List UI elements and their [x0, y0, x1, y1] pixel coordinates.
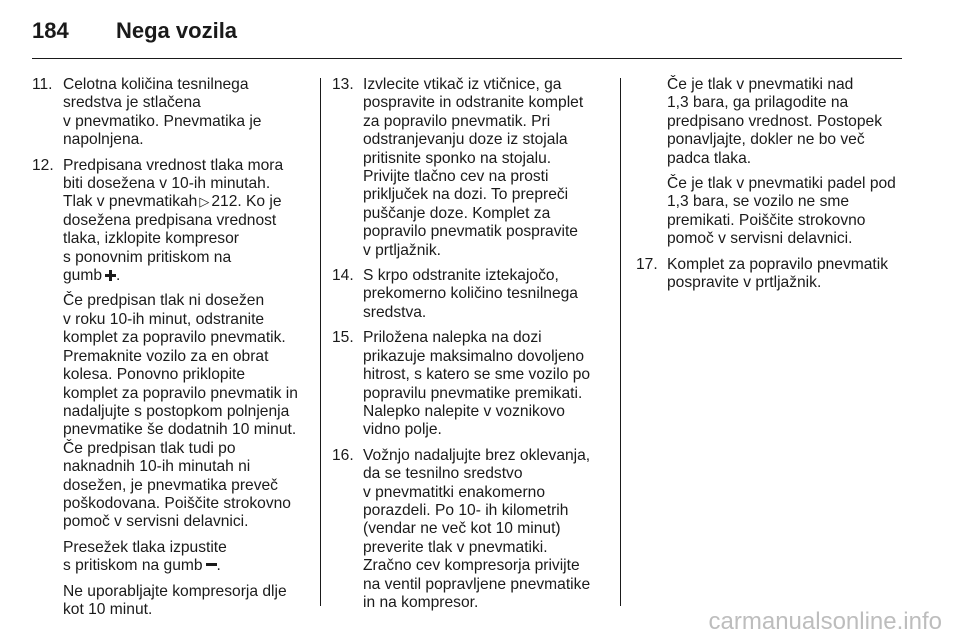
list-item-12 [32, 157, 308, 286]
text-line: 1,3 bara, se vozilo ne sme [667, 193, 850, 211]
paragraph [32, 292, 308, 531]
text-line: pospravite in odstranite komplet [363, 94, 584, 112]
text-line: pnevmatike še dodatnih 10 minut. [63, 421, 297, 439]
text-line: predpisano vrednost. Postopek [667, 112, 882, 130]
text-line: dosežen, je pnevmatika preveč [63, 476, 278, 494]
text-line: pritisnite sponko na stojalu. [363, 149, 552, 167]
text-line: Izvlecite vtikač iz vtičnice, ga [363, 76, 562, 93]
text-line: biti dosežena v 10-ih minutah. [63, 175, 271, 193]
text-line: Če predpisan tlak tudi po [63, 439, 236, 457]
list-item-16 [332, 447, 608, 613]
page-title: Nega vozila [116, 18, 238, 43]
text-line [63, 267, 308, 285]
text-fragment: s pritiskom na gumb [63, 557, 203, 575]
text-line: odstranjevanju doze iz stojala [363, 131, 568, 149]
page-reference-icon: ▷ [199, 194, 210, 210]
paragraph [636, 175, 912, 249]
text-line: preverite tlak v pnevmatiki. [363, 538, 548, 556]
paragraph [32, 539, 308, 576]
text-line: sredstva. [363, 303, 427, 321]
text-fragment: Tlak v pnevmatikah [63, 193, 198, 211]
item-number: 13. [332, 76, 354, 93]
text-line: poškodovana. Poiščite strokovno [63, 494, 291, 512]
text-line: 1,3 bara, ga prilagodite na [667, 94, 849, 112]
list-item-17 [636, 256, 912, 293]
text-line: da se tesnilno sredstvo [363, 465, 523, 483]
text-line: priključek na dozi. To prepreči [363, 186, 569, 204]
text-line: Če je tlak v pnevmatiki nad [667, 76, 854, 93]
item-number: 12. [32, 156, 54, 174]
text-line: komplet za popravilo pnevmatik. [63, 329, 286, 347]
text-line: kolesa. Ponovno priklopite [63, 366, 246, 384]
list-item-14 [332, 267, 608, 322]
text-line: hitrost, s katero se sme vozilo po [363, 366, 591, 384]
item-number: 16. [332, 446, 354, 464]
text-line: pomoč v servisni delavnici. [667, 230, 853, 248]
text-line: in na kompresor. [363, 593, 479, 611]
text-line: padca tlaka. [667, 149, 752, 167]
text-line: v pnevmatitki enakomerno [363, 483, 546, 501]
text-line: Nalepko nalepite v voznikovo [363, 402, 565, 420]
page-header [32, 16, 902, 59]
minus-icon [206, 563, 217, 566]
text-line: dosežena predpisana vrednost [63, 211, 277, 229]
text-line: kot 10 minut. [63, 600, 153, 618]
page-number: 184 [32, 18, 69, 43]
text-line: za popravilo pnevmatik. Pri [363, 112, 551, 130]
text-line: napolnjena. [63, 131, 144, 149]
paragraph [32, 583, 308, 620]
text-line: Presežek tlaka izpustite [63, 538, 227, 556]
item-number: 17. [636, 255, 658, 273]
text-line: pomoč v servisni delavnici. [63, 513, 249, 531]
text-line: komplet za popravilo pnevmatik in [63, 384, 298, 402]
column-1 [32, 76, 308, 626]
text-line: Vožnjo nadaljujte brez oklevanja, [363, 446, 591, 464]
text-line: naknadnih 10-ih minutah ni [63, 458, 251, 476]
text-line: popravilo pnevmatik pospravite [363, 223, 578, 241]
item-number: 11. [32, 76, 53, 93]
column-2 [332, 76, 608, 619]
list-item-15 [332, 329, 608, 439]
text-line: popravilu pnevmatike premikati. [363, 384, 583, 402]
text-line: Predpisana vrednost tlaka mora [63, 156, 284, 174]
watermark: carmanualsonline.info [708, 608, 942, 635]
text-fragment: . [116, 267, 121, 285]
text-line [63, 557, 308, 575]
text-line: S krpo odstranite iztekajočo, [363, 267, 559, 285]
text-line: Celotna količina tesnilnega [63, 76, 249, 93]
text-line: premikati. Poiščite strokovno [667, 211, 866, 229]
text-line: na ventil popravljene pnevmatike [363, 575, 591, 593]
text-line: v prtljažnik. [363, 241, 441, 259]
text-line: tlaka, izklopite kompresor [63, 230, 239, 248]
list-item-11 [32, 76, 308, 150]
text-line: sredstva je stlačena [63, 94, 201, 112]
paragraph [636, 76, 912, 168]
text-line: Če predpisan tlak ni dosežen [63, 292, 265, 310]
column-3 [636, 76, 912, 299]
text-line: Zračno cev kompresorja privijte [363, 557, 580, 575]
plus-icon [105, 270, 116, 281]
text-line: porazdeli. Po 10- ih kilometrih [363, 501, 569, 519]
column-divider [620, 78, 621, 606]
text-line [63, 193, 308, 211]
text-line: (vendar ne več kot 10 minut) [363, 520, 561, 538]
page-reference-link[interactable]: 212. Ko je [211, 193, 282, 211]
text-line: vidno polje. [363, 421, 442, 439]
text-line: prikazuje maksimalno dovoljeno [363, 347, 585, 365]
text-line: s ponovnim pritiskom na [63, 248, 232, 266]
text-line: v pnevmatiko. Pnevmatika je [63, 112, 262, 130]
item-number: 14. [332, 267, 354, 285]
text-line: ponavljajte, dokler ne bo več [667, 131, 865, 149]
column-divider [320, 78, 321, 606]
text-fragment: . [216, 557, 221, 575]
text-line: Priložena nalepka na dozi [363, 329, 542, 347]
text-line: puščanje doze. Komplet za [363, 204, 551, 222]
text-line: prekomerno količino tesnilnega [363, 285, 578, 303]
text-line: Privijte tlačno cev na prosti [363, 168, 549, 186]
text-line: pospravite v prtljažnik. [667, 274, 822, 292]
list-item-13 [332, 76, 608, 260]
text-line: Ne uporabljajte kompresorja dlje [63, 582, 287, 600]
text-line: nadaljujte s postopkom polnjenja [63, 402, 290, 420]
item-number: 15. [332, 329, 354, 347]
text-fragment: gumb [63, 267, 103, 285]
text-line: Komplet za popravilo pnevmatik [667, 255, 889, 273]
text-line: v roku 10-ih minut, odstranite [63, 310, 265, 328]
text-line: Če je tlak v pnevmatiki padel pod [667, 175, 896, 193]
text-line: Premaknite vozilo za en obrat [63, 347, 269, 365]
